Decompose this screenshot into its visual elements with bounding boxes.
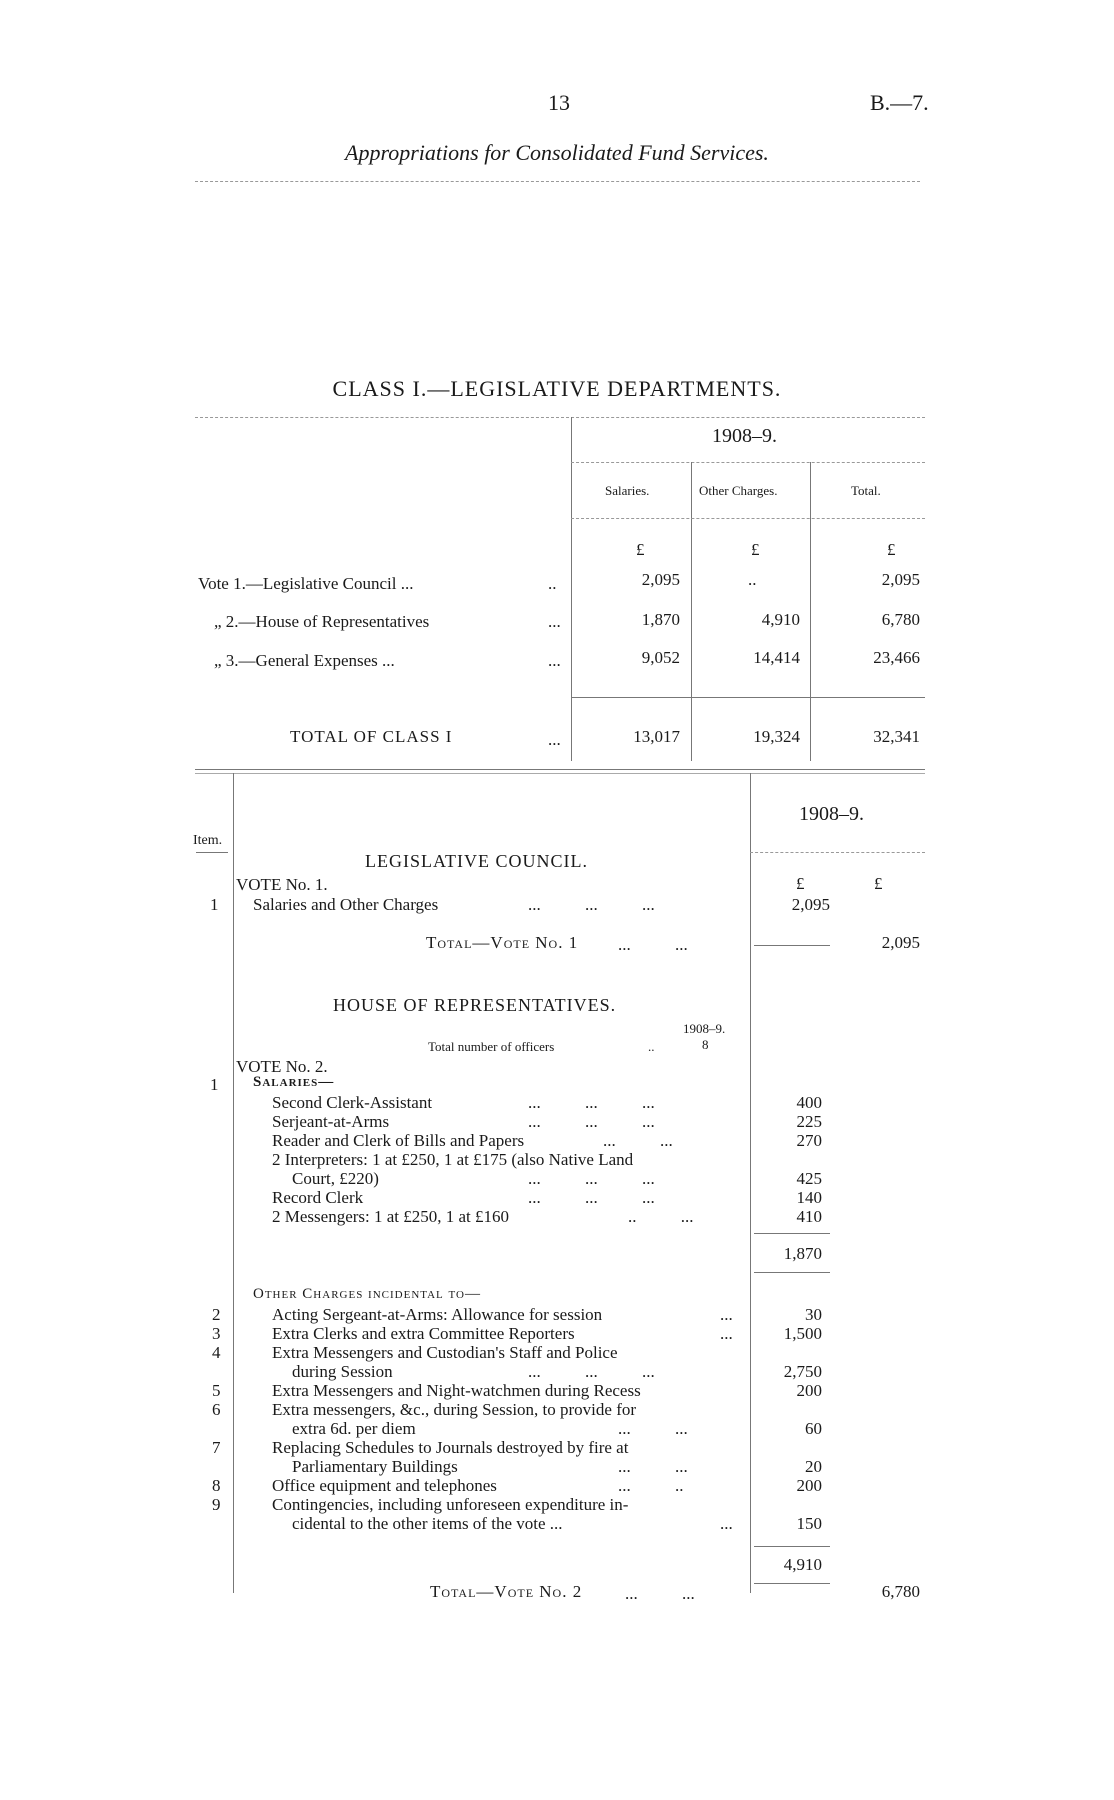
other-item-no: 7 <box>212 1438 221 1457</box>
salaries-subtotal-rule-bottom <box>754 1272 830 1273</box>
row-other: 4,910 <box>761 610 800 629</box>
row-salaries: 1,870 <box>641 610 680 629</box>
other-amount: 200 <box>796 1476 822 1495</box>
council-currency-2: £ <box>874 874 883 893</box>
other-label: Acting Sergeant-at-Arms: Allowance for session <box>272 1305 603 1324</box>
officers-year: 1908–9. <box>683 1021 726 1036</box>
other-dots: ... <box>720 1324 733 1343</box>
salary-amount: 400 <box>796 1093 822 1112</box>
house-total-label: Total—Vote No. 2 <box>430 1582 583 1601</box>
salary-amount: 225 <box>796 1112 822 1131</box>
item-header-rule <box>196 852 228 853</box>
currency-other: £ <box>751 540 760 559</box>
row-total: 6,780 <box>881 610 920 629</box>
summary-year: 1908–9. <box>712 425 777 447</box>
salary-label: Second Clerk-Assistant <box>272 1093 433 1112</box>
summary-total-rule <box>571 697 925 698</box>
summary-col-head-rule <box>571 518 925 519</box>
officers-dots: .. <box>648 1039 655 1054</box>
header-rule <box>195 181 920 182</box>
col-total: Total. <box>851 483 881 498</box>
salaries-item-no: 1 <box>210 1075 219 1094</box>
summary-bottom-rule <box>195 769 925 770</box>
other-item-no: 3 <box>212 1324 221 1343</box>
other-label: Office equipment and telephones <box>272 1476 497 1495</box>
page-code: B.—7. <box>870 90 929 115</box>
other-label: Parliamentary Buildings <box>292 1457 458 1476</box>
council-currency-1: £ <box>796 874 805 893</box>
council-total: 2,095 <box>881 933 920 952</box>
other-label: extra 6d. per diem <box>292 1419 416 1438</box>
salary-amount: 140 <box>796 1188 822 1207</box>
other-item-no: 2 <box>212 1305 221 1324</box>
class-title: CLASS I.—LEGISLATIVE DEPARTMENTS. <box>332 376 782 401</box>
total-salaries: 13,017 <box>633 727 680 746</box>
officers-count: 8 <box>702 1037 709 1052</box>
salary-amount: 410 <box>796 1207 822 1226</box>
house-vote: VOTE No. 2. <box>236 1057 328 1076</box>
council-heading: LEGISLATIVE COUNCIL. <box>365 851 588 871</box>
council-line: Salaries and Other Charges <box>253 895 439 914</box>
salary-dots: ... ... ... <box>528 1169 655 1188</box>
salaries-heading: Salaries— <box>253 1074 335 1090</box>
row-salaries: 9,052 <box>641 648 680 667</box>
council-total-label: Total—Vote No. 1 <box>426 933 579 952</box>
amount-col-rule <box>750 773 751 1593</box>
other-label: Extra messengers, &c., during Session, to provide for <box>272 1400 637 1419</box>
other-dots: ... <box>720 1305 733 1324</box>
council-vote: VOTE No. 1. <box>236 875 328 894</box>
other-subtotal-rule <box>754 1546 830 1547</box>
council-total-dots: ... ... <box>618 935 688 954</box>
salary-label: Reader and Clerk of Bills and Papers <box>272 1131 525 1150</box>
salary-dots: ... ... ... <box>528 1112 655 1131</box>
other-item-no: 5 <box>212 1381 221 1400</box>
row-total: 23,466 <box>873 648 920 667</box>
house-total: 6,780 <box>881 1582 920 1601</box>
other-amount: 30 <box>805 1305 822 1324</box>
row-total: 2,095 <box>881 570 920 589</box>
salaries-subtotal: 1,870 <box>783 1244 822 1263</box>
other-amount: 1,500 <box>783 1324 822 1343</box>
summary-bottom-rule-2 <box>195 773 925 774</box>
salary-dots: ... ... <box>603 1131 673 1150</box>
total-total: 32,341 <box>873 727 920 746</box>
other-dots: ... ... <box>618 1457 688 1476</box>
salary-label: 2 Messengers: 1 at £250, 1 at £160 <box>272 1207 510 1226</box>
total-other: 19,324 <box>753 727 800 746</box>
other-dots: ... <box>720 1514 733 1533</box>
detail-year: 1908–9. <box>799 803 864 825</box>
other-item-no: 4 <box>212 1343 221 1362</box>
other-label: Extra Messengers and Custodian's Staff and Police <box>272 1343 618 1362</box>
salary-dots: ... ... ... <box>528 1093 655 1112</box>
currency-salaries: £ <box>636 540 645 559</box>
col-other-charges: Other Charges. <box>699 483 778 498</box>
row-dots: .. <box>548 574 557 593</box>
other-label: during Session <box>292 1362 393 1381</box>
row-label: „ 3.—General Expenses ... <box>214 651 395 670</box>
salary-dots: .. ... <box>628 1207 694 1226</box>
row-dots: ... <box>548 651 561 670</box>
officers-label: Total number of officers <box>428 1039 555 1054</box>
row-label: „ 2.—House of Representatives <box>214 612 430 631</box>
other-item-no: 8 <box>212 1476 221 1495</box>
other-amount: 150 <box>796 1514 822 1533</box>
item-header: Item. <box>193 833 223 848</box>
currency-total: £ <box>887 540 896 559</box>
salary-dots: ... ... ... <box>528 1188 655 1207</box>
detail-year-rule <box>750 852 925 853</box>
other-label: Extra Clerks and extra Committee Reporters <box>272 1324 575 1343</box>
page-subtitle: Appropriations for Consolidated Fund Services. <box>345 140 769 165</box>
other-item-no: 9 <box>212 1495 221 1514</box>
other-dots: ... ... ... <box>528 1362 655 1381</box>
other-amount: 2,750 <box>783 1362 822 1381</box>
row-dots: ... <box>548 612 561 631</box>
salary-amount: 270 <box>796 1131 822 1150</box>
summary-col-divider-2 <box>691 462 692 761</box>
page-number: 13 <box>548 90 570 115</box>
salary-amount: 425 <box>796 1169 822 1188</box>
other-dots: ... .. <box>618 1476 684 1495</box>
salary-label: Record Clerk <box>272 1188 364 1207</box>
other-label: Contingencies, including unforeseen expenditure in- <box>272 1495 629 1514</box>
other-dots: ... ... <box>618 1419 688 1438</box>
col-salaries: Salaries. <box>605 483 650 498</box>
other-subtotal-rule-bottom <box>754 1583 830 1584</box>
summary-col-divider-3 <box>810 462 811 761</box>
salaries-subtotal-rule <box>754 1233 830 1234</box>
summary-col-divider <box>571 417 572 761</box>
row-salaries: 2,095 <box>641 570 680 589</box>
salary-label: Serjeant-at-Arms <box>272 1112 390 1131</box>
house-heading: HOUSE OF REPRESENTATIVES. <box>333 995 617 1015</box>
council-amount: 2,095 <box>791 895 830 914</box>
other-label: Replacing Schedules to Journals destroyed by fire at <box>272 1438 629 1457</box>
other-heading: Other Charges incidental to— <box>253 1286 481 1302</box>
summary-year-rule <box>571 462 925 463</box>
other-item-no: 6 <box>212 1400 221 1419</box>
total-dots: ... <box>548 730 561 749</box>
council-dots: ... ... ... <box>528 895 655 914</box>
row-other: 14,414 <box>753 648 800 667</box>
salary-label: Court, £220) <box>292 1169 379 1188</box>
other-label: cidental to the other items of the vote ... <box>292 1514 563 1533</box>
summary-top-rule <box>195 417 925 418</box>
other-amount: 20 <box>805 1457 822 1476</box>
row-label: Vote 1.—Legislative Council ... <box>198 574 414 593</box>
council-item-no: 1 <box>210 895 219 914</box>
total-label: TOTAL OF CLASS I <box>290 727 453 746</box>
other-amount: 60 <box>805 1419 822 1438</box>
other-amount: 200 <box>796 1381 822 1400</box>
item-col-rule <box>233 773 234 1593</box>
house-total-dots: ... ... <box>625 1584 695 1603</box>
council-subtotal-rule <box>754 945 830 946</box>
other-subtotal: 4,910 <box>783 1555 822 1574</box>
other-label: Extra Messengers and Night-watchmen during Recess <box>272 1381 641 1400</box>
salary-label: 2 Interpreters: 1 at £250, 1 at £175 (also Native Land <box>272 1150 634 1169</box>
row-other: .. <box>748 570 757 589</box>
